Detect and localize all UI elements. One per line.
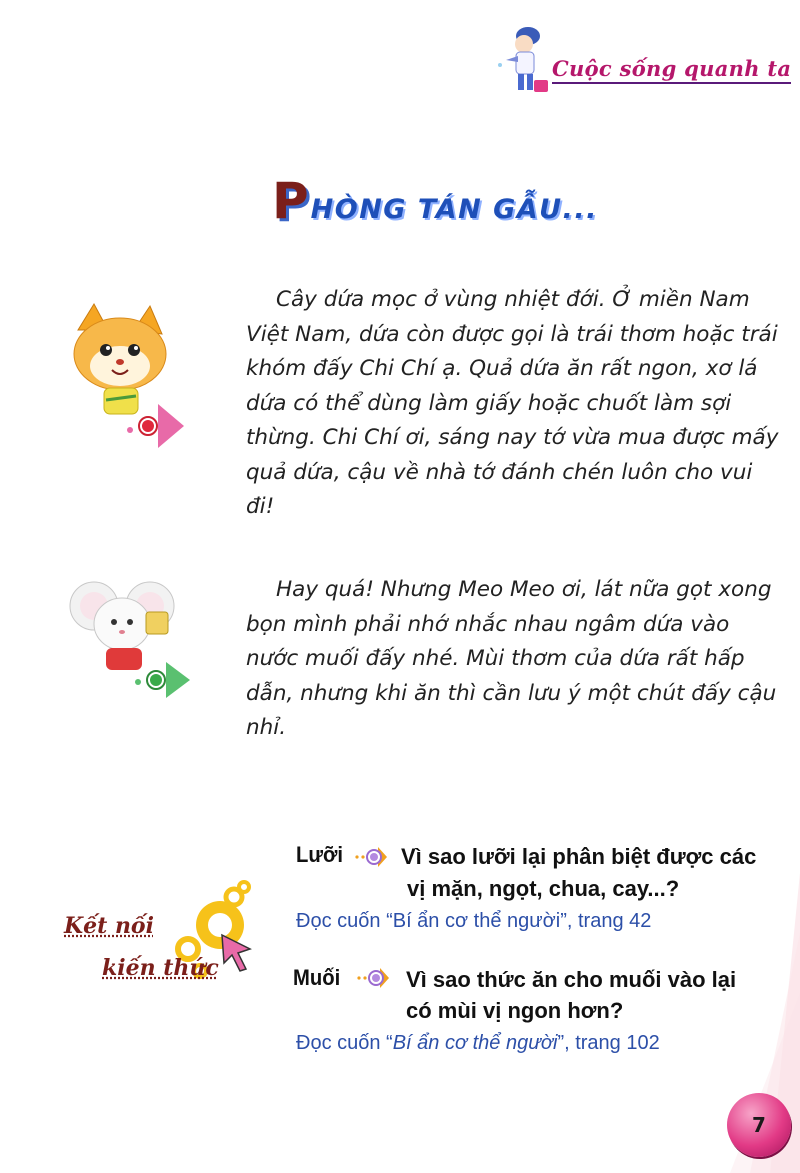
book-reference[interactable]: [296, 910, 651, 933]
label-kien-thuc: kiến thức: [102, 955, 219, 981]
dialog-paragraph-meo-meo: Cây dứa mọc ở vùng nhiệt đới. Ở miền Nam Việt Nam, dứa còn được gọi là trái thơm hoặc trái khóm đấy Chi Chí ạ. Quả dứa ăn rất ngon, xơ lá dứa có thể dùng làm giấy hoặc chuốt làm sợi thừng. Chi Chí ơi, sáng nay tớ vừa mua được mấy quả dứa, cậu về nhà tớ đánh chén luôn cho vui đi!: [246, 287, 779, 519]
ref-prefix: Đọc cuốn: [296, 910, 387, 932]
link-question-line1: Vì sao lưỡi lại phân biệt được các: [401, 844, 757, 869]
series-title: Cuộc sống quanh ta: [552, 56, 791, 84]
knowledge-connection-label: [58, 875, 258, 995]
link-question-line2: vị mặn, ngọt, chua, cay...?: [407, 876, 680, 901]
section-title-initial: P: [272, 172, 309, 230]
bullet-arrow-icon: [354, 845, 388, 869]
label-ket-noi: Kết nối: [64, 913, 154, 939]
book-reference[interactable]: [296, 1032, 660, 1055]
knowledge-link-muoi[interactable]: [293, 965, 344, 991]
section-title: [272, 172, 598, 230]
ref-book-title: “Bí ẩn cơ thể người”: [386, 910, 567, 932]
page-number: 7: [727, 1093, 791, 1157]
ref-prefix: Đọc cuốn “: [296, 1032, 393, 1054]
ref-page: ”, trang 102: [557, 1032, 660, 1054]
dialog-paragraph-chi-chi: Hay quá! Nhưng Meo Meo ơi, lát nữa gọt xong bọn mình phải nhớ nhắc nhau ngâm dứa vào nước muối đấy nhé. Mùi thơm của dứa rất hấp dẫn, nhưng khi ăn thì cần lưu ý một chút đấy cậu nhỉ.: [246, 577, 777, 740]
cat-character-illustration: [66, 300, 196, 450]
header-girl-illustration: [498, 20, 554, 98]
link-term: Muối: [293, 965, 341, 990]
link-question-line1: Vì sao thức ăn cho muối vào lại: [406, 967, 737, 992]
knowledge-link-luoi[interactable]: [296, 842, 347, 868]
cursor-arrow-icon: [220, 933, 254, 973]
bullet-arrow-icon: [356, 966, 390, 990]
ref-page: , trang 42: [566, 910, 652, 932]
section-title-rest: HÒNG TÁN GẪU...: [310, 194, 598, 225]
link-question-line2: có mùi vị ngon hơn?: [406, 998, 624, 1023]
mouse-character-illustration: [66, 568, 196, 718]
link-term: Lưỡi: [296, 842, 344, 867]
ref-book-title: Bí ẩn cơ thể người: [392, 1032, 558, 1054]
